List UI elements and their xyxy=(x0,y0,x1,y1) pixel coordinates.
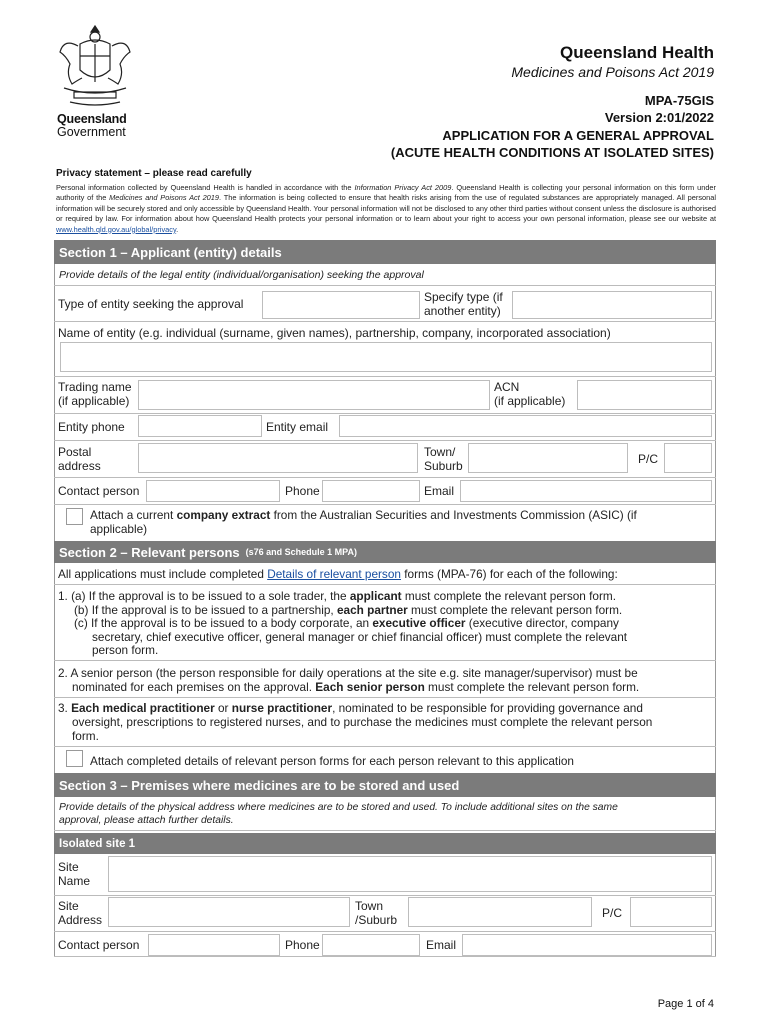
section2-intro: All applications must include completed Details of relevant person forms (MPA-76) for each of the following: xyxy=(58,567,618,581)
item-1a: 1. (a) If the approval is to be issued to a sole trader, the applicant must complete the relevant person form. xyxy=(58,589,617,603)
site-address-input[interactable] xyxy=(108,897,350,927)
site-phone-input[interactable] xyxy=(322,934,420,956)
item-3-cont: oversight, prescriptions to registered nurses, and to purchase the medicines must complete the relevant person xyxy=(72,715,653,729)
trading-name-input[interactable] xyxy=(138,380,490,410)
entity-type-label: Type of entity seeking the approval xyxy=(58,297,244,311)
site-town-label: Town /Suburb xyxy=(355,899,398,927)
company-extract-text: Attach a current company extract from the Australian Securities and Investments Commission (ASIC) (if applicable) xyxy=(90,508,637,536)
postcode-label: P/C xyxy=(638,452,659,466)
acn-label: ACN (if applicable) xyxy=(494,380,566,408)
site-postcode-input[interactable] xyxy=(630,897,712,927)
trading-name-label: Trading name (if applicable) xyxy=(58,380,132,408)
item-3: 3. Each medical practitioner or nurse practitioner, nominated to be responsible for providing governance and xyxy=(58,701,643,715)
form-version: Version 2:01/2022 xyxy=(604,110,714,125)
relevant-person-attach-text: Attach completed details of relevant person forms for each person relevant to this application xyxy=(90,754,574,768)
section2-heading: Section 2 – Relevant persons (s76 and Schedule 1 MPA) xyxy=(54,541,716,563)
privacy-heading: Privacy statement – please read carefully xyxy=(56,168,252,179)
entity-email-label: Entity email xyxy=(266,420,329,434)
page-number: Page 1 of 4 xyxy=(657,998,714,1010)
contact-person-label: Contact person xyxy=(58,484,140,498)
item-2: 2. A senior person (the person responsible for daily operations at the site e.g. site manager/supervisor) must be xyxy=(58,666,638,680)
privacy-statement: Personal information collected by Queensland Health is handled in accordance with the Information Privacy Act 2009. Queensland Health is collecting your personal information on this form under authority of the Medicines and Poisons Act 2019. The information is being collected to ensure that health risks arising from the use of regulated substances are appropriately managed. All personal information will be securely stored and only accessible by Queensland Health. Your personal information will not be disclosed to any other third parties without consent unless the disclosure is authorised or required by law. For information about how Queensland Health protects your personal information or to learn about your right to access your own personal information, please see our website at www.health.qld.gov.au/global/privacy. xyxy=(56,183,716,234)
item-2-cont: nominated for each premises on the approval. Each senior person must complete the relevant person form. xyxy=(72,680,640,694)
entity-type-input[interactable] xyxy=(262,291,420,319)
contact-phone-label: Phone xyxy=(285,484,320,498)
site-email-input[interactable] xyxy=(462,934,712,956)
site-name-label: Site Name xyxy=(58,860,91,888)
gov-name-line1: Queensland xyxy=(57,112,127,126)
org-title: Queensland Health xyxy=(560,43,714,62)
item-1b: (b) If the approval is to be issued to a partnership, each partner must complete the relevant person form. xyxy=(74,603,623,617)
privacy-link[interactable]: www.health.qld.gov.au/global/privacy xyxy=(56,224,177,234)
postal-address-input[interactable] xyxy=(138,443,418,473)
gov-name-line2: Government xyxy=(57,125,126,139)
item-1c: (c) If the approval is to be issued to a body corporate, an executive officer (executive director, company xyxy=(74,616,619,630)
town-suburb-input[interactable] xyxy=(468,443,628,473)
contact-person-input[interactable] xyxy=(146,480,280,502)
acn-input[interactable] xyxy=(577,380,712,410)
entity-name-input[interactable] xyxy=(60,342,712,372)
postal-address-label: Postal address xyxy=(58,445,101,473)
section3-intro: Provide details of the physical address where medicines are to be stored and used. To include additional sites on the same approval, please attach further details. xyxy=(54,797,716,831)
site-address-label: Site Address xyxy=(58,899,103,927)
site-postcode-label: P/C xyxy=(602,906,623,920)
item-1c-end: person form. xyxy=(92,643,159,657)
contact-email-label: Email xyxy=(424,484,455,498)
entity-email-input[interactable] xyxy=(339,415,712,437)
form-title-line2: (ACUTE HEALTH CONDITIONS AT ISOLATED SITES) xyxy=(390,145,714,160)
form-title-line1: APPLICATION FOR A GENERAL APPROVAL xyxy=(442,128,714,143)
section1-intro: Provide details of the legal entity (individual/organisation) seeking the approval xyxy=(54,264,716,286)
site-email-label: Email xyxy=(426,938,457,952)
form-code: MPA-75GIS xyxy=(644,93,714,108)
site-town-input[interactable] xyxy=(408,897,592,927)
specify-type-input[interactable] xyxy=(512,291,712,319)
site-name-input[interactable] xyxy=(108,856,712,892)
item-3-end: form. xyxy=(72,729,99,743)
entity-name-label: Name of entity (e.g. individual (surname, given names), partnership, company, incorporated association) xyxy=(58,326,611,340)
site-contact-label: Contact person xyxy=(58,938,140,952)
item-1c-cont: secretary, chief executive officer, general manager or chief financial officer) must complete the relevant xyxy=(92,630,628,644)
site-phone-label: Phone xyxy=(285,938,320,952)
relevant-person-link[interactable]: Details of relevant person xyxy=(267,567,401,581)
postcode-input[interactable] xyxy=(664,443,712,473)
queensland-crest-logo xyxy=(52,22,138,112)
company-extract-checkbox[interactable] xyxy=(66,508,83,525)
section3-heading: Section 3 – Premises where medicines are to be stored and used xyxy=(54,773,716,797)
contact-phone-input[interactable] xyxy=(322,480,420,502)
section1-heading: Section 1 – Applicant (entity) details xyxy=(54,240,716,264)
site-contact-input[interactable] xyxy=(148,934,280,956)
contact-email-input[interactable] xyxy=(460,480,712,502)
relevant-person-checkbox[interactable] xyxy=(66,750,83,767)
act-subtitle: Medicines and Poisons Act 2019 xyxy=(511,64,714,80)
entity-phone-label: Entity phone xyxy=(58,420,125,434)
specify-type-label: Specify type (if another entity) xyxy=(424,290,503,318)
isolated-site-heading: Isolated site 1 xyxy=(54,833,716,854)
entity-phone-input[interactable] xyxy=(138,415,262,437)
town-suburb-label: Town/ Suburb xyxy=(424,445,463,473)
